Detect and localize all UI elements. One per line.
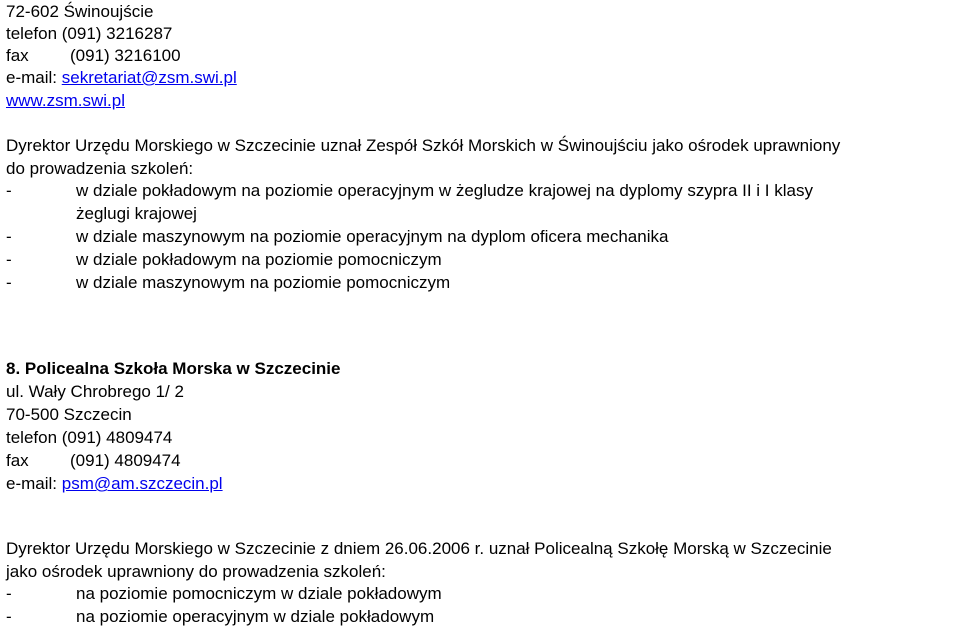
address-line: 72-602 Świnoujście [6, 2, 154, 21]
email-label: e-mail: [6, 68, 62, 87]
fax-line [6, 451, 181, 471]
list-item: w dziale maszynowym na poziomie operacyjnym na dyplom oficera mechanika [76, 227, 669, 246]
list-item: w dziale pokładowym na poziomie pomocniczym [76, 250, 442, 269]
list-dash: - [6, 227, 12, 246]
list-dash: - [6, 584, 12, 603]
list-item-continuation: żeglugi krajowej [76, 204, 197, 223]
email-link[interactable]: sekretariat@zsm.swi.pl [61, 68, 237, 87]
phone-line: telefon (091) 3216287 [6, 24, 173, 43]
email-line [6, 474, 223, 494]
decision1-line1: Dyrektor Urzędu Morskiego w Szczecinie uznał Zespół Szkół Morskich w Świnoujściu jako ośrodek uprawniony [6, 136, 841, 155]
email-label: e-mail: [6, 474, 62, 493]
fax-label: fax [6, 451, 29, 470]
fax-label: fax [6, 46, 29, 65]
list-dash: - [6, 181, 12, 200]
email-link[interactable]: psm@am.szczecin.pl [61, 474, 223, 493]
fax-number: (091) 4809474 [70, 451, 181, 470]
decision2-line2: jako ośrodek uprawniony do prowadzenia szkoleń: [6, 562, 386, 581]
city-line: 70-500 Szczecin [6, 405, 132, 424]
fax-line [6, 46, 181, 66]
fax-number: (091) 3216100 [70, 46, 181, 65]
decision1-line2: do prowadzenia szkoleń: [6, 159, 194, 178]
list-dash: - [6, 250, 12, 269]
street-line: ul. Wały Chrobrego 1/ 2 [6, 382, 184, 401]
school-heading: 8. Policealna Szkoła Morska w Szczecinie [6, 359, 341, 378]
website-link[interactable]: www.zsm.swi.pl [6, 91, 126, 110]
decision2-line1: Dyrektor Urzędu Morskiego w Szczecinie z dniem 26.06.2006 r. uznał Policealną Szkołę Morską w Szczecinie [6, 539, 832, 558]
list-item: na poziomie operacyjnym w dziale pokładowym [76, 607, 435, 626]
email-line [6, 68, 237, 88]
list-item: na poziomie pomocniczym w dziale pokładowym [76, 584, 442, 603]
list-dash: - [6, 607, 12, 626]
list-dash: - [6, 273, 12, 292]
list-item: w dziale maszynowym na poziomie pomocniczym [76, 273, 451, 292]
list-item: w dziale pokładowym na poziomie operacyjnym w żegludze krajowej na dyplomy szypra II i I klasy [76, 181, 813, 200]
phone-line: telefon (091) 4809474 [6, 428, 173, 447]
